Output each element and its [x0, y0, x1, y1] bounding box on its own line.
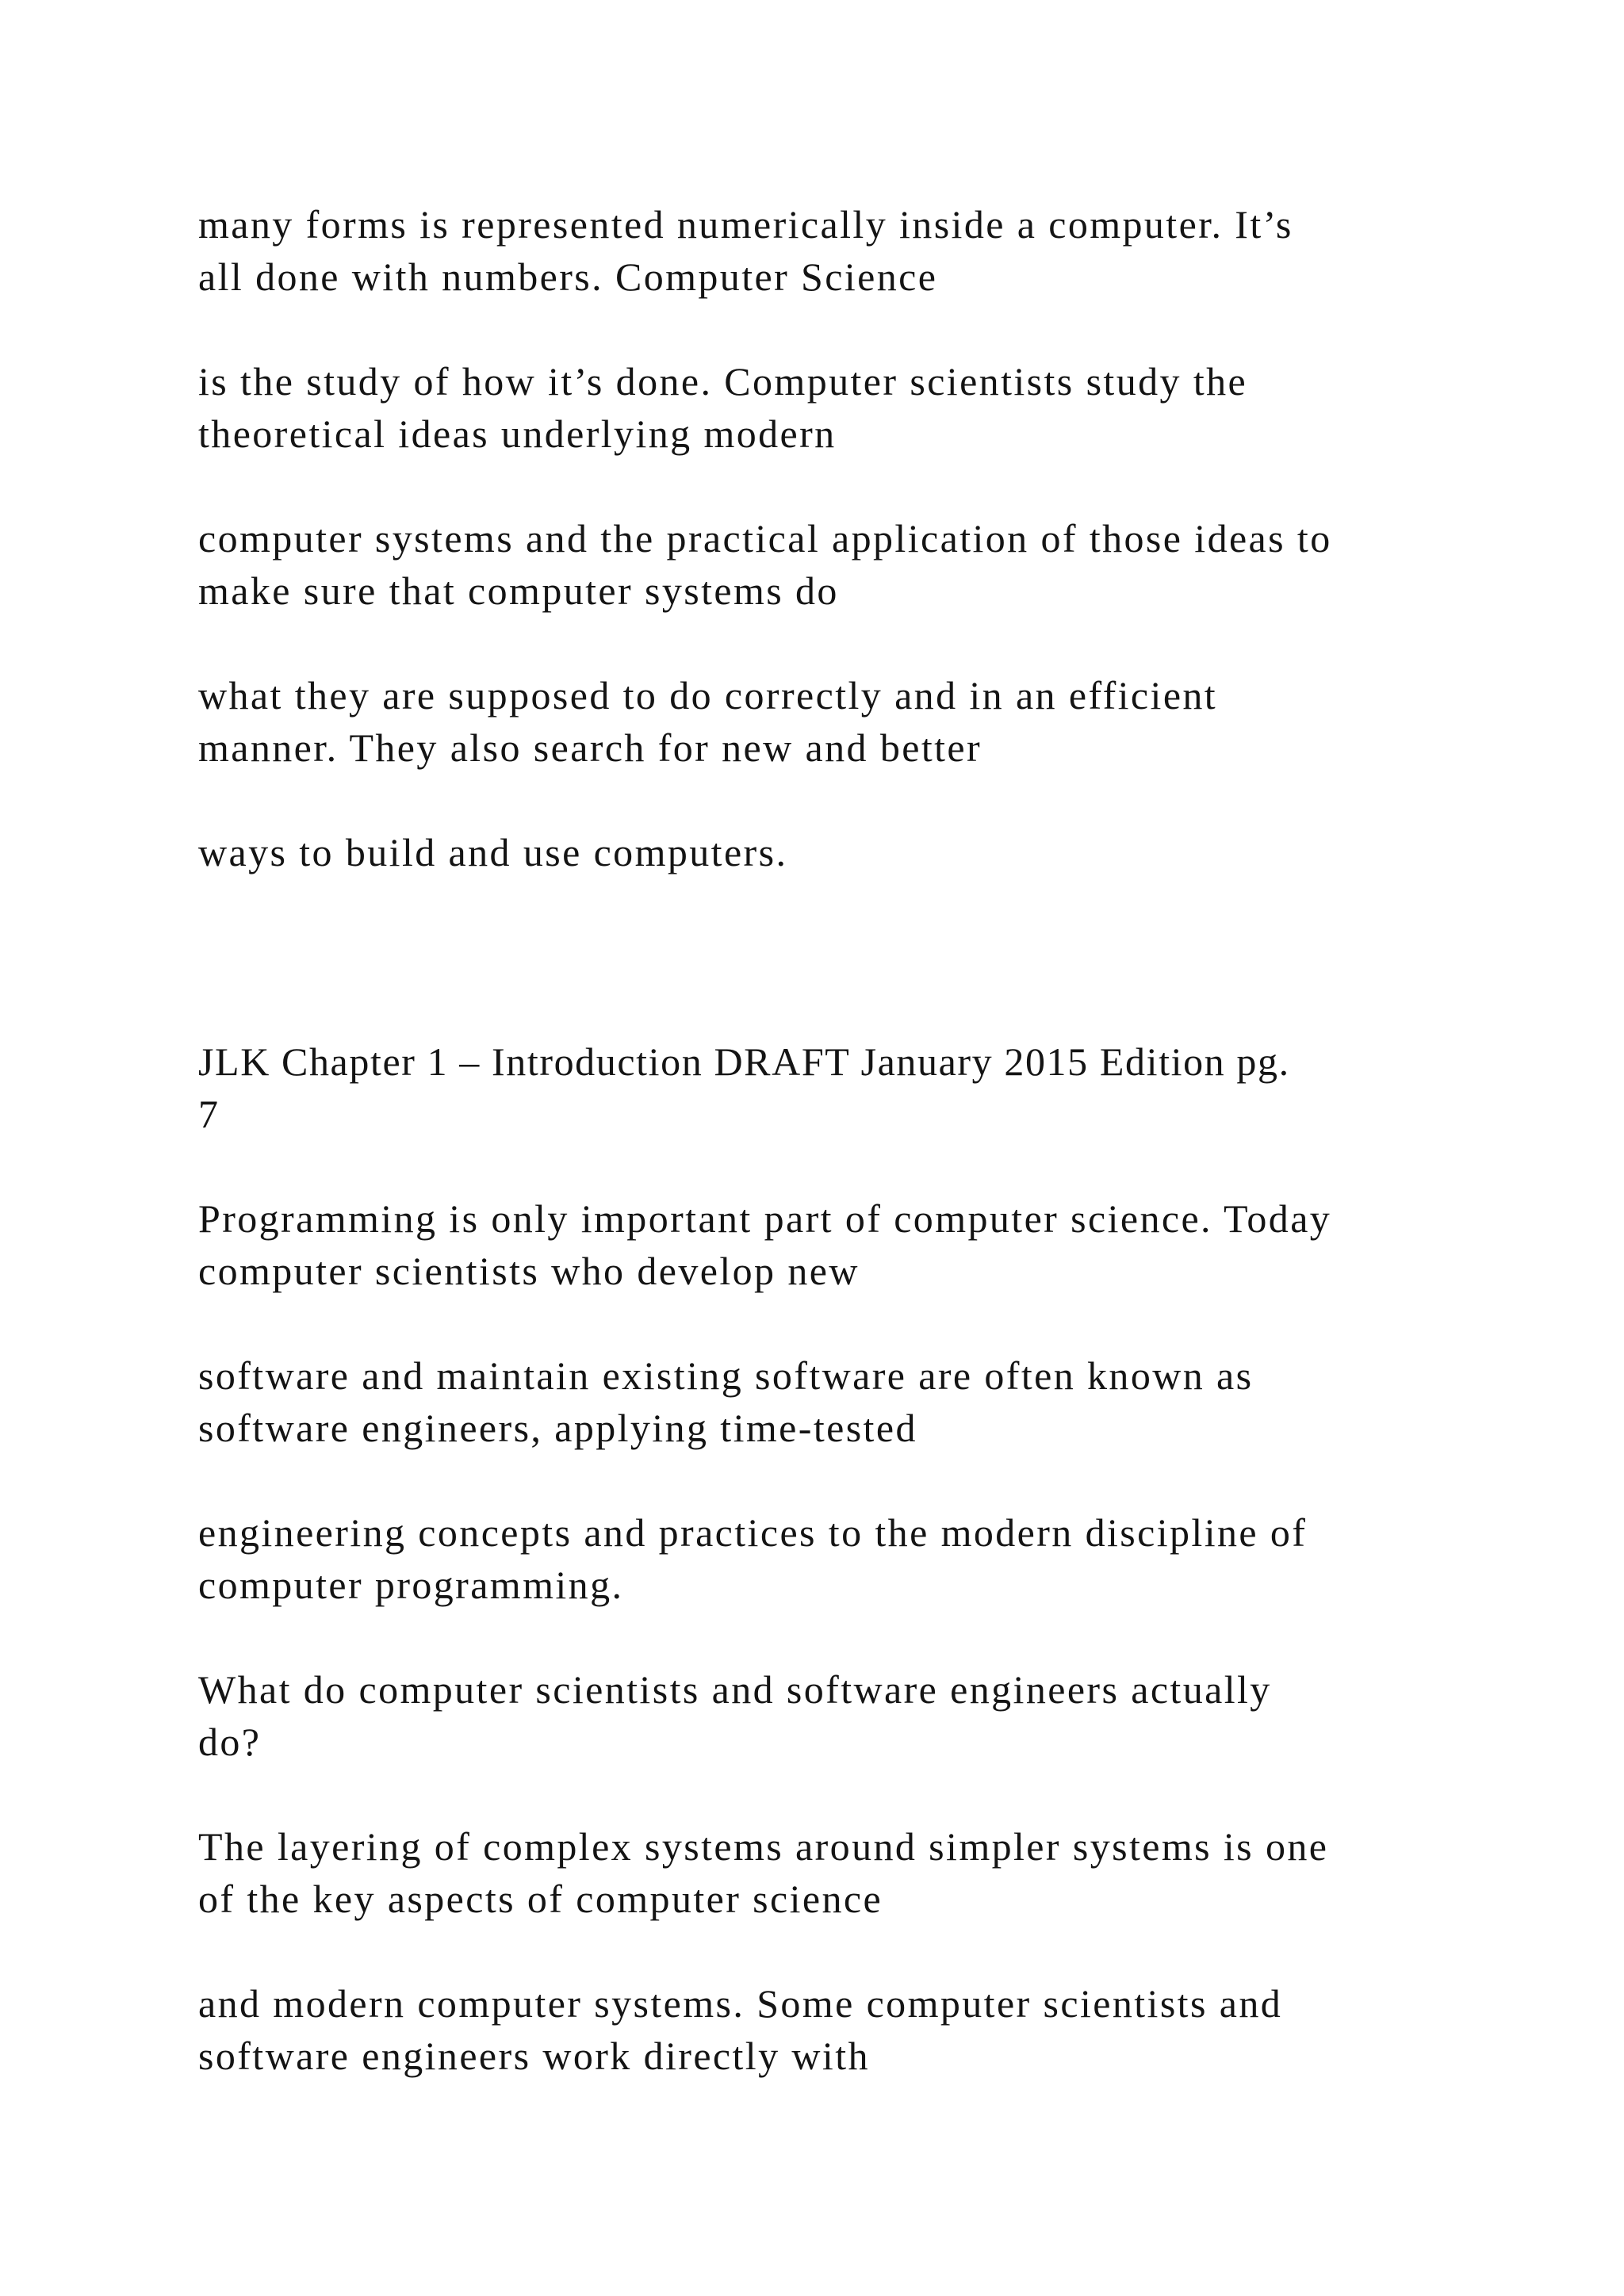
paragraph-practical-application — [198, 512, 1499, 617]
text-line: engineering concepts and practices to the modern discipline of — [198, 1510, 1308, 1555]
text-line: What do computer scientists and software engineers actually — [198, 1667, 1272, 1712]
text-line: software engineers, applying time-tested — [198, 1406, 917, 1450]
text-line: software and maintain existing software are often known as — [198, 1353, 1254, 1398]
text-line: do? — [198, 1720, 262, 1764]
paragraph-efficient-manner — [198, 669, 1499, 774]
text-line: make sure that computer systems do — [198, 568, 839, 613]
paragraph-engineering-concepts — [198, 1506, 1499, 1611]
text-line: of the key aspects of computer science — [198, 1877, 883, 1921]
text-line: software engineers work directly with — [198, 2034, 870, 2078]
text-line: computer scientists who develop new — [198, 1249, 860, 1293]
text-line: theoretical ideas underlying modern — [198, 411, 837, 456]
text-line: many forms is represented numerically inside a computer. It’s — [198, 202, 1293, 247]
text-line: ways to build and use computers. — [198, 830, 788, 874]
page-header — [198, 1035, 1499, 1140]
text-line: is the study of how it’s done. Computer scientists study the — [198, 359, 1248, 404]
paragraph-modern-systems — [198, 1977, 1499, 2082]
text-line: computer programming. — [198, 1563, 624, 1607]
paragraph-programming — [198, 1192, 1499, 1297]
paragraph-numeric-representation — [198, 198, 1499, 303]
paragraph-software-engineers — [198, 1349, 1499, 1454]
text-line: manner. They also search for new and better — [198, 725, 982, 770]
text-line: The layering of complex systems around simpler systems is one — [198, 1824, 1329, 1869]
page-number: 7 — [198, 1092, 220, 1136]
text-line: and modern computer systems. Some computer scientists and — [198, 1981, 1283, 2026]
text-line: computer systems and the practical application of those ideas to — [198, 516, 1332, 561]
text-line: all done with numbers. Computer Science — [198, 254, 938, 299]
text-line: Programming is only important part of computer science. Today — [198, 1196, 1332, 1241]
paragraph-build-computers — [198, 826, 1499, 878]
paragraph-study-of-computing — [198, 355, 1499, 460]
paragraph-layering — [198, 1820, 1499, 1925]
page-header-line: JLK Chapter 1 – Introduction DRAFT January 2015 Edition pg. — [198, 1039, 1290, 1084]
text-line: what they are supposed to do correctly and in an efficient — [198, 673, 1218, 718]
paragraph-question — [198, 1663, 1499, 1768]
